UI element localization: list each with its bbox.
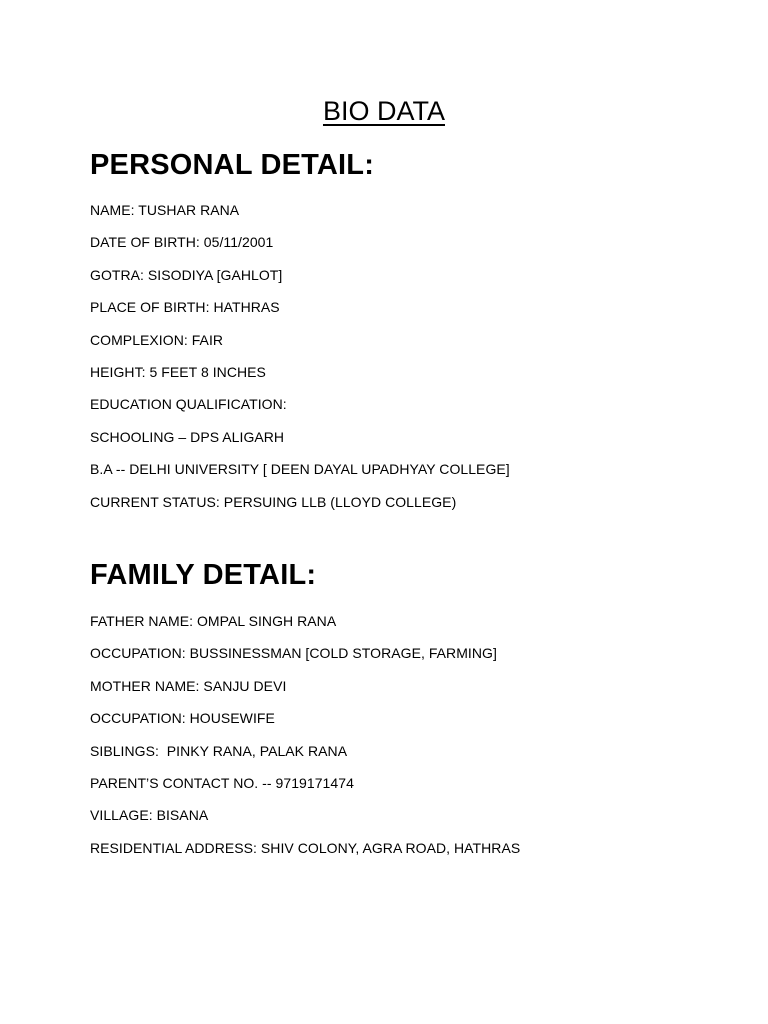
family-address-line: RESIDENTIAL ADDRESS: SHIV COLONY, AGRA ROAD, HATHRAS xyxy=(90,839,521,856)
personal-detail-heading: PERSONAL DETAIL: xyxy=(90,149,375,181)
personal-current-status-line: CURRENT STATUS: PERSUING LLB (LLOYD COLLEGE) xyxy=(90,493,457,510)
family-contact-line: PARENT’S CONTACT NO. -- 9719171474 xyxy=(90,774,354,791)
family-detail-list xyxy=(90,611,520,870)
personal-dob-line: DATE OF BIRTH: 05/11/2001 xyxy=(90,234,274,251)
document-title: BIO DATA xyxy=(322,96,445,126)
family-mother-occupation-line: OCCUPATION: HOUSEWIFE xyxy=(90,710,275,727)
family-siblings-line: SIBLINGS: PINKY RANA, PALAK RANA xyxy=(90,742,348,759)
personal-height-line: HEIGHT: 5 FEET 8 INCHES xyxy=(90,363,266,380)
personal-complexion-line: COMPLEXION: FAIR xyxy=(90,331,224,348)
personal-gotra-line: GOTRA: SISODIYA [GAHLOT] xyxy=(90,266,283,283)
family-father-occupation-line: OCCUPATION: BUSSINESSMAN [COLD STORAGE, FARMING] xyxy=(90,645,497,662)
family-village-line: VILLAGE: BISANA xyxy=(90,807,209,824)
family-father-name-line: FATHER NAME: OMPAL SINGH RANA xyxy=(90,613,337,629)
personal-education-line: EDUCATION QUALIFICATION: xyxy=(90,396,287,413)
personal-birthplace-line: PLACE OF BIRTH: HATHRAS xyxy=(90,299,280,316)
personal-name-line: NAME: TUSHAR RANA xyxy=(90,202,240,218)
personal-detail-list xyxy=(90,200,510,524)
family-detail-heading: FAMILY DETAIL: xyxy=(90,559,317,591)
personal-ba-line: B.A -- DELHI UNIVERSITY [ DEEN DAYAL UPADHYAY COLLEGE] xyxy=(90,461,510,478)
family-mother-name-line: MOTHER NAME: SANJU DEVI xyxy=(90,677,287,694)
personal-schooling-line: SCHOOLING – DPS ALIGARH xyxy=(90,428,285,445)
